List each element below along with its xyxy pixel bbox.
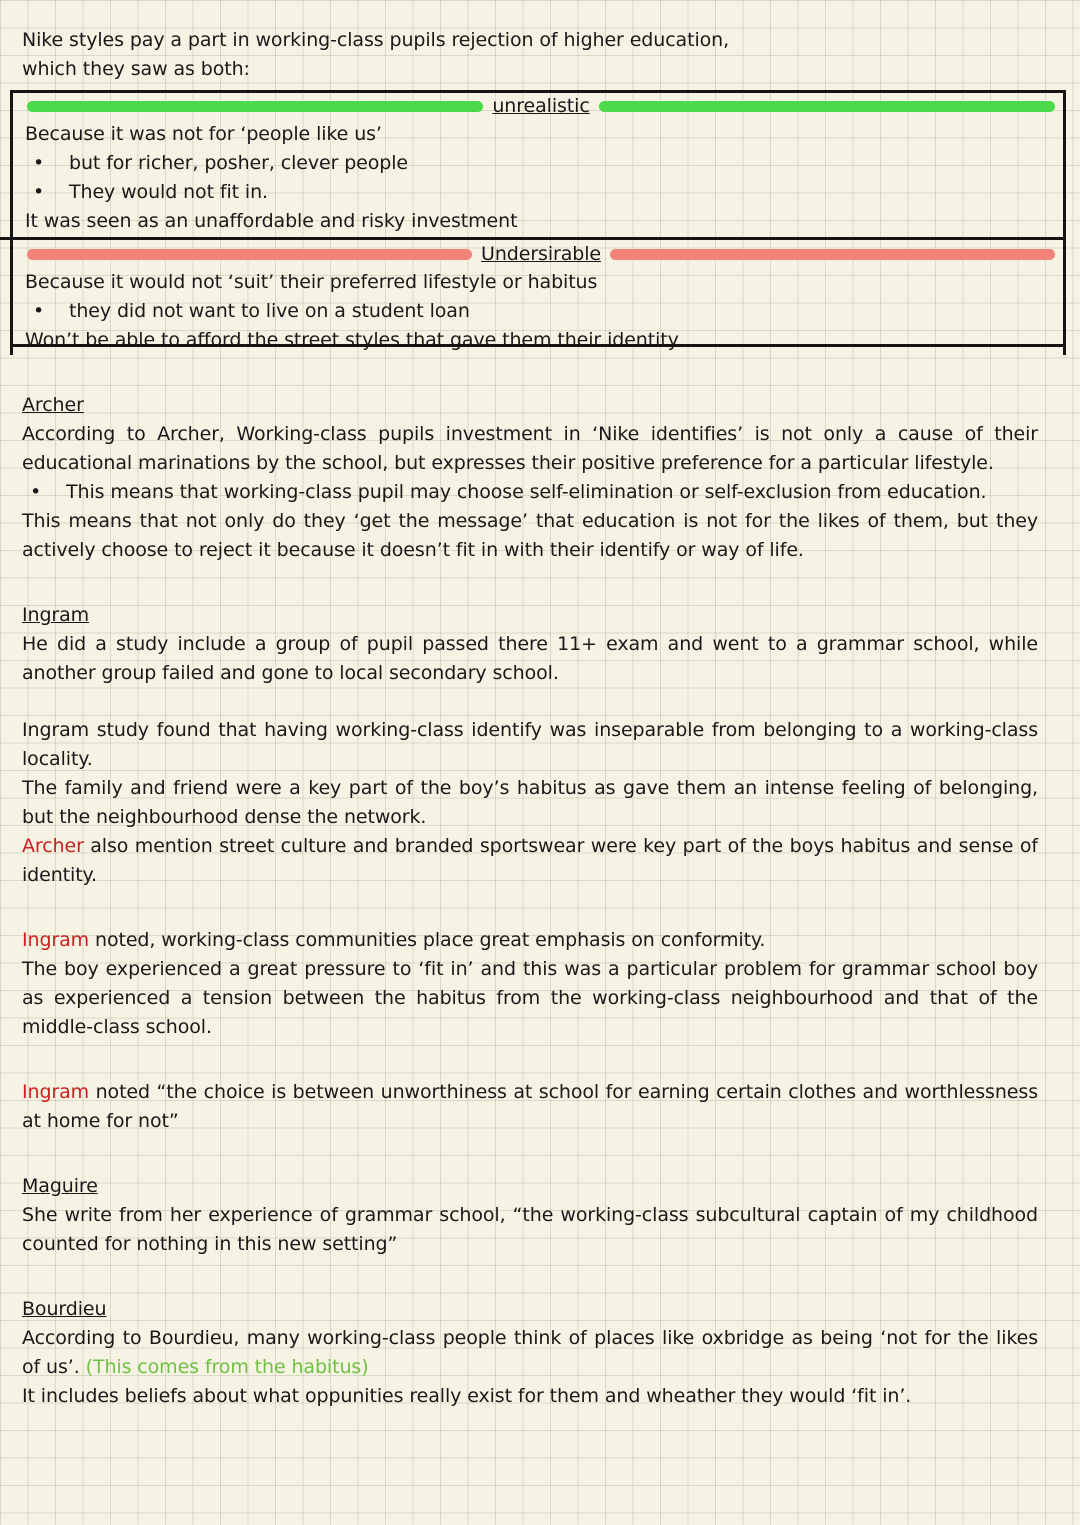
ingram-name-red: Ingram [22,1081,90,1103]
section-heading-ingram: Ingram [22,604,90,626]
unrealistic-line-2: It was seen as an unaffordable and risky investment [25,210,518,232]
section-heading-maguire: Maguire [22,1175,98,1197]
archer-paragraph-1: According to Archer, Working-class pupils investment in ‘Nike identifies’ is not only a cause of their educational marinations by the school, but expresses their positive preference for a particular lifestyle. [22,423,1038,474]
bourdieu-paragraph-1 [22,1324,1038,1382]
undesirable-line-1: Because it would not ‘suit’ their preferred lifestyle or habitus [25,271,598,293]
green-highlight-bar-left [27,101,483,112]
ingram-name-red: Ingram [22,929,90,951]
undesirable-bullet-1 [25,297,1057,326]
unrealistic-bullet-2 [25,178,1057,207]
bourdieu-paragraph-2: It includes beliefs about what oppunities really exist for them and wheather they would ‘fit in’. [22,1385,912,1407]
ingram-paragraph-4 [22,832,1038,890]
undesirable-header-row [25,241,1057,268]
box-bottom-border [10,344,1066,347]
unrealistic-line-1: Because it was not for ‘people like us’ [25,123,382,145]
unrealistic-header-row [25,93,1057,120]
undesirable-title: Undersirable [481,243,601,265]
archer-name-red: Archer [22,835,84,857]
bullet-icon: • [33,152,45,174]
ingram-paragraph-3: The family and friend were a key part of the boy’s habitus as gave them an intense feeling of belonging, but the neighbourhood dense the network. [22,777,1038,828]
undesirable-line-2: Won’t be able to afford the street styles that gave them their identity [25,329,679,351]
intro-line-1: Nike styles pay a part in working-class pupils rejection of higher education, [22,29,730,51]
red-highlight-bar-right [610,249,1055,260]
unrealistic-title: unrealistic [492,95,590,117]
undesirable-bullet-1-text: they did not want to live on a student loan [69,300,470,322]
ingram-paragraph-1: He did a study include a group of pupil passed there 11+ exam and went to a grammar school, while another group failed and gone to local secondary school. [22,633,1038,684]
bullet-icon: • [30,481,42,503]
ingram-paragraph-5-text: noted, working-class communities place great emphasis on conformity. [89,929,766,951]
green-highlight-bar-right [599,101,1055,112]
intro-line-2: which they saw as both: [22,58,250,80]
ingram-paragraph-2: Ingram study found that having working-class identify was inseparable from belonging to a working-class locality. [22,719,1038,770]
bullet-icon: • [33,181,45,203]
ingram-paragraph-7 [22,1078,1038,1136]
ingram-paragraph-5 [22,926,1038,955]
ingram-paragraph-6: The boy experienced a great pressure to ‘fit in’ and this was a particular problem for grammar school boy as experienced a tension between the habitus from the working-class neighbourhood and that of the middle-class school. [22,958,1038,1038]
bullet-icon: • [33,300,45,322]
comparison-box [10,90,1066,355]
archer-bullet-1-text: This means that working-class pupil may choose self-elimination or self-exclusion from education. [66,481,987,503]
unrealistic-bullet-2-text: They would not fit in. [69,181,268,203]
red-highlight-bar-left [27,249,472,260]
section-heading-archer: Archer [22,394,84,416]
section-heading-bourdieu: Bourdieu [22,1298,107,1320]
archer-bullet-1 [22,478,1038,507]
habitus-note-green: (This comes from the habitus) [85,1356,369,1378]
unrealistic-bullet-1 [25,149,1057,178]
maguire-paragraph-1: She write from her experience of grammar school, “the working-class subcultural captain of my childhood counted for nothing in this new setting” [22,1204,1038,1255]
bourdieu-paragraph-1-text: According to Bourdieu, many working-class people think of places like oxbridge as being ‘not for the likes of us’. [22,1327,1038,1378]
ingram-paragraph-4-text: also mention street culture and branded sportswear were key part of the boys habitus and sense of identity. [22,835,1038,886]
archer-paragraph-2: This means that not only do they ‘get the message’ that education is not for the likes of them, but they actively choose to reject it because it doesn’t fit in with their identify or way of life. [22,510,1038,561]
unrealistic-bullet-1-text: but for richer, posher, clever people [69,152,409,174]
ingram-paragraph-7-text: noted “the choice is between unworthiness at school for earning certain clothes and worthlessness at home for not” [22,1081,1038,1132]
